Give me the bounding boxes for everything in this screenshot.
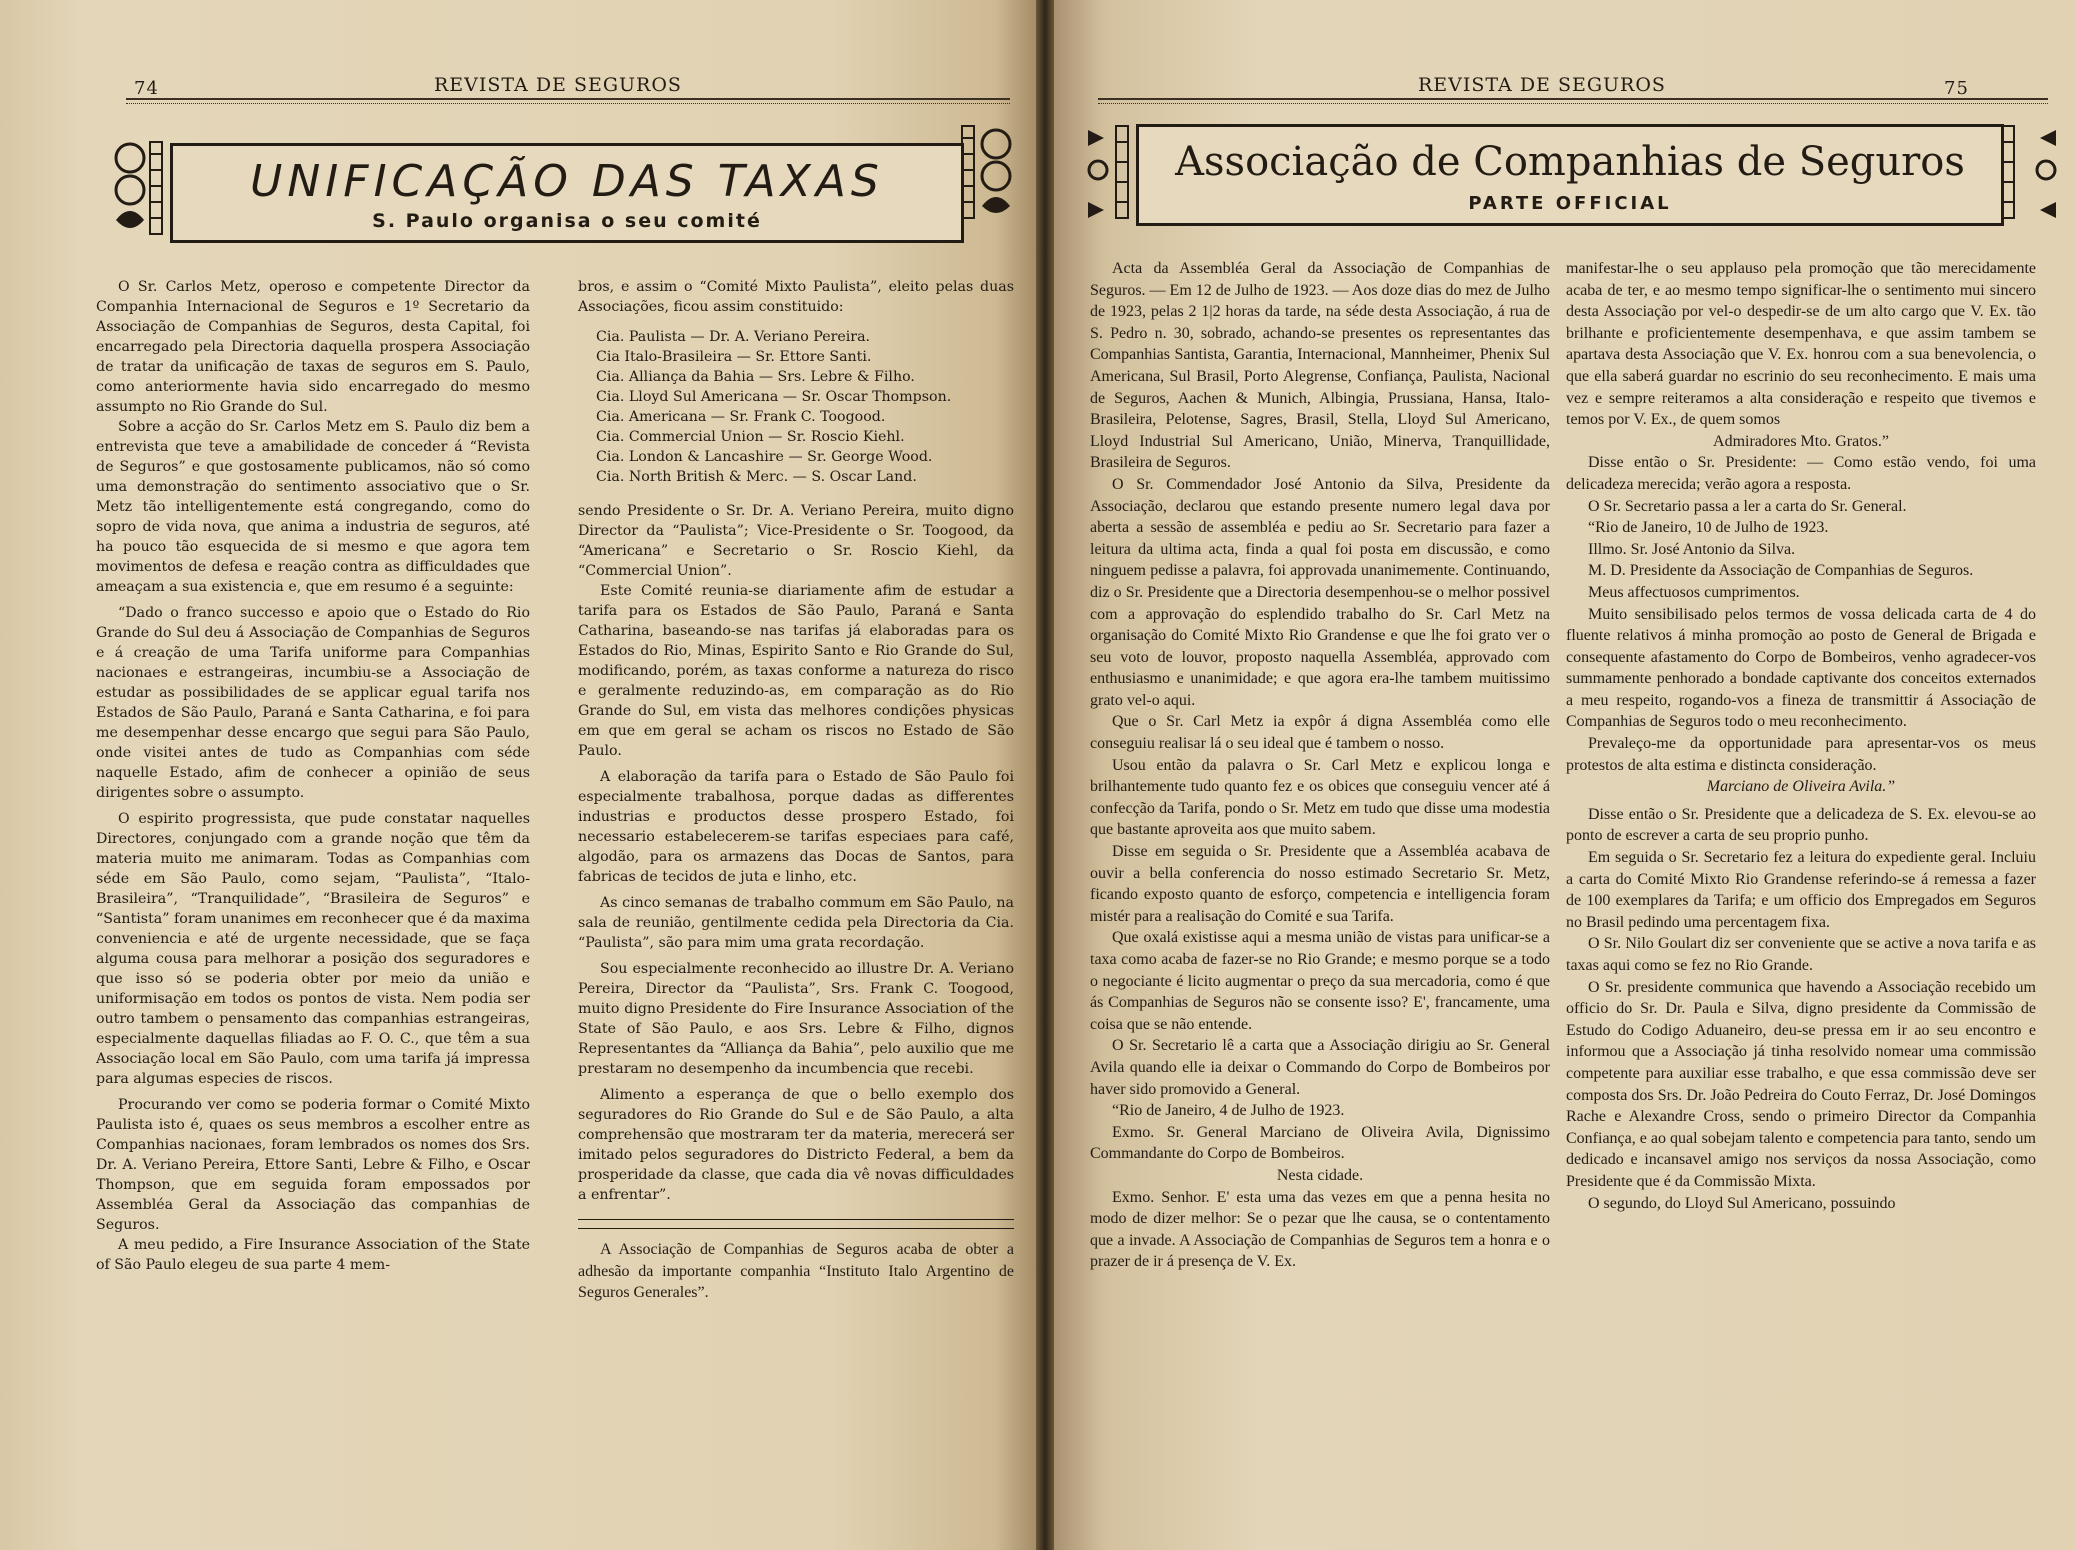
paragraph: O espirito progressista, que pude constatar naquelles Directores, conjungado com a grande noção que têm da materia muito me animaram. Todas as Companhias com séde em São Paulo, como sejam, “Paulista”, “Italo-Brasileira”, “Tranquilidade”, “Brasileira de Seguros” e “Santista” foram unanimes em reconhecer que é da maxima conveniencia e até de urgente necessidade, que se faça alguma cousa para melhorar a posição dos seguradores e que isso só se poderia obter por meio da união e uniformisação em todos os pontos de vista. Nem podia ser outro tambem o pensamento das companhias estrangeiras, especialmente daquellas filiadas ao F. O. C., que têm a sua Associação local em São Paulo, com uma tarifa já impressa para algumas especies de riscos. [96,811,530,1087]
paragraph: bros, e assim o “Comité Mixto Paulista”, eleito pelas duas Associações, ficou assim constituido: [578,279,1014,315]
paragraph: Nesta cidade. [1276,1166,1364,1184]
signature: Marciano de Oliveira Avila.” [1706,778,1896,796]
left-column-1 [96,277,530,1275]
paragraph: Em seguida o Sr. Secretario fez a leitura do expediente geral. Incluiu a carta do Comité Mixto Rio Grandense referindo-se á remessa a fazer de 100 exemplares da Tarifa; e um officio dos Empregados em Seguros no Brasil pedindo uma percentagem fixa. [1566,849,2036,931]
ornament-icon [1998,122,2058,222]
page-number-right: 75 [1944,78,1969,99]
paragraph: O Sr. Secretario lê a carta que a Associação dirigiu ao Sr. General Avila quando elle ia deixar o Commando do Corpo de Bombeiros por haver sido promovido a General. [1090,1037,1550,1098]
right-column-2 [1566,258,2036,1214]
paragraph: Disse então o Sr. Presidente que a delicadeza de S. Ex. elevou-se ao ponto de escrever a carta de seu proprio punho. [1566,805,2036,845]
headline-left: UNIFICAÇÃO DAS TAXAS [250,156,884,207]
list-item: Cia. Commercial Union — Sr. Roscio Kiehl. [596,429,905,445]
running-head-right [1054,56,2076,99]
paragraph: Exmo. Senhor. E' esta uma das vezes em que a penna hesita no modo de dizer melhor: Se o pezar que lhe causa, se o contentamento que a invade. A Associação de Companhias de Seguros tem a honra e o prazer de ir á presença de V. Ex. [1090,1188,1550,1271]
headline-right: Associação de Companhias de Seguros [1175,139,1965,185]
paragraph: Prevaleço-me da opportunidade para apresentar-vos os meus protestos de alta estima e distincta consideração. [1566,735,2036,774]
ornament-icon [958,122,1018,222]
committee-list [578,327,1014,487]
paragraph: Exmo. Sr. General Marciano de Oliveira Avila, Dignissimo Commandante do Corpo de Bombeiros. [1090,1123,1550,1163]
paragraph: Procurando ver como se poderia formar o Comité Mixto Paulista isto é, quaes os seus membros a escolher entre as Companhias nacionaes, foram lembrados os nomes dos Srs. Dr. A. Veriano Pereira, Ettore Santi, Lebre & Filho, e Oscar Thompson, que em seguida foram empossados por Assembléa Geral da Associação das companhias de Seguros. [96,1097,530,1233]
paragraph: “Dado o franco successo e apoio que o Estado do Rio Grande do Sul deu á Associação de Companhias de Seguros e á creação de uma Tarifa uniforme para Companhias nacionaes e estrangeiras, incumbiu-se a Associação de estudar as possibilidades de se applicar egual tarifa nos Estados de São Paulo, Paraná e Santa Catharina, e foi para me desempenhar desse encargo que segui para São Paulo, onde visitei antes de tudo as Companhias com séde naquelle Estado, afim de conhecer a opinião de seus dirigentes sobre o assumpto. [96,605,530,801]
paragraph: O Sr. Commendador José Antonio da Silva, Presidente da Associação, declarou que estando presente numero legal dava por aberta a sessão de assembléa e pediu ao Sr. Secretario para fazer a leitura da ultima acta, finda a qual foi posta em discussão, e como ninguem pedisse a palavra, foi approvada unanimemente. Continuando, diz o Sr. Presidente que a Directoria desempenhou-se o melhor possivel com a approvação do esplendido trabalho do Sr. Carl Metz na organisação do Comité Mixto Rio Grandense e que lhe foi grato ver o seu voto de louvor, proposto naquella Assembléa, approvado com enthusiasmo e unanimidade; e que agora era-lhe tambem muitissimo grato vel-o aqui. [1090,475,1550,709]
subheadline-right: PARTE OFFICIAL [1468,193,1672,214]
paragraph: Este Comité reunia-se diariamente afim de estudar a tarifa para os Estados de São Paulo, Paraná e Santa Catharina, baseando-se nas tarifas já elaboradas para os Estados do Rio, Minas, Espirito Santo e Rio Grande do Sul, modificando, porém, as taxas conforme a natureza do risco e geralmente reduzindo-as, em comparação as do Rio Grande do Sul, em vista das melhores condições physicas em que em geral se acham os riscos no Estado de São Paulo. [578,583,1014,759]
paragraph: Muito sensibilisado pelos termos de vossa delicada carta de 4 do fluente relativos á minha promoção ao posto de General de Brigada e consequente afastamento do Corpo de Bombeiros, venho agradecer-vos summamente penhorado a bondade captivante dos conceitos externados a meu respeito, rogando-vos a fineza de transmittir á Associação de Companhias de Seguros todo o meu reconhecimento. [1566,605,2036,731]
paragraph: Que o Sr. Carl Metz ia expôr á digna Assembléa como elle conseguiu realisar lá o seu ideal que é tambem o nosso. [1090,713,1550,753]
paragraph: Usou então da palavra o Sr. Carl Metz e explicou longa e brilhantemente tudo quanto fez e os obices que conseguiu vencer até á confecção da Tarifa, pondo o Sr. Metz em tudo que disse uma modestia que bastante aproveita aos que muito sabem. [1090,756,1550,839]
paragraph: M. D. Presidente da Associação de Companhias de Seguros. [1588,562,1974,580]
page-number-left: 74 [134,78,159,99]
header-rule-left [126,98,1010,106]
paragraph: As cinco semanas de trabalho commum em São Paulo, na sala de reunião, gentilmente cedida pela Directoria da Cia. “Paulista”, são para mim uma grata recordação. [578,895,1014,951]
paragraph: O Sr. presidente communica que havendo a Associação recebido um officio do Sr. Dr. Paula e Silva, digno presidente da Commissão de Estudo do Codigo Aduaneiro, deu-se pressa em ir ao seu encontro e informou que a Associação já tinha resolvido nomear uma commissão competente para auxiliar esse trabalho, e que essa commissão deve ser composta dos Srs. Dr. João Pedreira do Couto Ferraz, Dr. José Domingos Rache e Alexandre Cross, sendo o primeiro Director da Companhia Confiança, e ao qual sobejam talento e competencia para tanto, sendo um dedicado e incansavel amigo nos serviços da nossa Associação, como Presidente que é da Commissão Mixta. [1566,978,2036,1190]
ornament-icon [108,138,168,238]
paragraph: O Sr. Secretario passa a ler a carta do Sr. General. [1588,497,1907,515]
paragraph: Disse então o Sr. Presidente: — Como estão vendo, foi uma delicadeza merecida; verão agora a resposta. [1566,454,2036,493]
paragraph: Acta da Assembléa Geral da Associação de Companhias de Seguros. — Em 12 de Julho de 1923. — Aos doze dias do mez de Julho de 1923, pelas 2 1|2 horas da tarde, na séde desta Associação, á rua de S. Pedro n. 30, sobrado, achando-se presentes os representantes das Companhias Santista, Garantia, Internacional, Mannheimer, Phenix Sul Americana, Sul Brasil, Porto Alegrense, Confiança, Paulista, Nacional de Seguros, Aachen & Munich, Albingia, Prussiana, Hansa, Italo-Brasileira, Pelotense, Sagres, Brasil, Stella, Lloyd Sul Americano, Lloyd Industrial Sul Americano, União, Minerva, Tranquillidade, Brasileira de Seguros. [1090,260,1550,472]
list-item: Cia. London & Lancashire — Sr. George Wood. [596,449,933,465]
headline-banner-right [1136,124,2004,226]
paragraph: O segundo, do Lloyd Sul Americano, possuindo [1588,1194,1896,1212]
paragraph: A meu pedido, a Fire Insurance Association of the State of São Paulo elegeu de sua parte 4 mem- [96,1237,530,1273]
paragraph: Meus affectuosos cumprimentos. [1588,583,1800,601]
paragraph: Sou especialmente reconhecido ao illustre Dr. A. Veriano Pereira, Director da “Paulista”, Srs. Frank C. Toogood, muito digno Presidente do Fire Insurance Association of the State of São Paulo, e aos Srs. Lebre & Filho, dignos Representantes da “Alliança da Bahia”, pelo auxilio que me prestaram no desempenho da incumbencia que recebi. [578,961,1014,1077]
paragraph: O Sr. Carlos Metz, operoso e competente Director da Companhia Internacional de Seguros e 1º Secretario da Associação de Companhias de Seguros, desta Capital, foi encarregado pela Directoria daquella prospera Associação de tratar da unificação de taxas de seguros em S. Paulo, como anteriormente havia sido encarregado do mesmo assumpto no Rio Grande do Sul. [96,279,530,415]
list-item: Cia. Lloyd Sul Americana — Sr. Oscar Thompson. [596,389,952,405]
paragraph: Que oxalá existisse aqui a mesma união de vistas para unificar-se a taxa como acaba de fazer-se no Rio Grande; e mesmo porque se a todo o negociante é licito augmentar o preço da sua mercadoria, como é que ás Companhias de Seguros não se consente isso? E', francamente, uma coisa que se não entende. [1090,929,1550,1033]
paragraph: O Sr. Nilo Goulart diz ser conveniente que se active a nova tarifa e as taxas aqui como se fez no Rio Grande. [1566,935,2036,974]
book-gutter [1036,0,1054,1550]
list-item: Cia Italo-Brasileira — Sr. Ettore Santi. [596,349,872,365]
paragraph: sendo Presidente o Sr. Dr. A. Veriano Pereira, muito digno Director da “Paulista”; Vice-Presidente o Sr. Toogood, da “Americana” e Secretario o Sr. Roscio Kiehl, da “Commercial Union”. [578,503,1014,579]
paragraph: Sobre a acção do Sr. Carlos Metz em S. Paulo diz bem a entrevista que teve a amabilidade de conceder á “Revista de Seguros” e que gostosamente publicamos, não só como uma demonstração do sentimento associativo que o Sr. Metz tão intelligentemente está congregando, como do sopro de vida nova, que anima a industria de seguros, até ha pouco tão esquecida de si mesmo e que agora tem movimentos de defesa e reação contra as difficuldades que ameaçam a sua existencia e, que em resumo é a seguinte: [96,419,530,595]
paragraph: Disse em seguida o Sr. Presidente que a Assembléa acabava de ouvir a bella conferencia do nosso estimado Secretario Sr. Metz, ficando exposto quanto de esforço, competencia e intelligencia foram mistér para a realisação do Comité e sua Tarifa. [1090,843,1550,925]
paragraph: Admiradores Mto. Gratos.” [1713,432,1889,450]
running-head-left [0,56,1036,99]
list-item: Cia. Americana — Sr. Frank C. Toogood. [596,409,886,425]
list-item: Cia. Alliança da Bahia — Srs. Lebre & Filho. [596,369,915,385]
list-item: Cia. Paulista — Dr. A. Veriano Pereira. [596,329,871,345]
left-page [0,0,1036,1550]
divider [578,1219,1014,1229]
header-rule-right [1098,98,2048,106]
ornament-icon [1086,122,1146,222]
subheadline-left: S. Paulo organisa o seu comité [372,210,762,232]
running-title-left: REVISTA DE SEGUROS [434,74,682,96]
right-column-1 [1090,258,1550,1273]
headline-banner-left [170,143,964,243]
list-item: Cia. North British & Merc. — S. Oscar Land. [596,469,917,485]
paragraph: Illmo. Sr. José Antonio da Silva. [1588,540,1796,558]
paragraph: “Rio de Janeiro, 4 de Julho de 1923. [1112,1102,1345,1120]
left-column-2 [578,277,1014,1304]
paragraph: A elaboração da tarifa para o Estado de São Paulo foi especialmente trabalhosa, porque dadas as differentes industrias e productos desse prospero Estado, foi necessario estabelecerem-se tarifas especiaes para café, algodão, para os armazens das Docas de Santos, para fabricas de tecidos de juta e linho, etc. [578,769,1014,885]
running-title-right: REVISTA DE SEGUROS [1418,74,1666,96]
note: A Associação de Companhias de Seguros acaba de obter a adhesão da importante companhia “Instituto Italo Argentino de Seguros Generales”. [578,1241,1014,1302]
paragraph: Alimento a esperança de que o bello exemplo dos seguradores do Rio Grande do Sul e de São Paulo, a alta comprehensão que mostraram ter da materia, merecerá ser imitado pelos seguradores do Districto Federal, a bem da prosperidade da classe, que cada dia vê novas difficuldades a enfrentar”. [578,1087,1014,1203]
paragraph: “Rio de Janeiro, 10 de Julho de 1923. [1588,519,1829,537]
paragraph: manifestar-lhe o seu applauso pela promoção que tão merecidamente acaba de ter, e ao mesmo tempo significar-lhe o sentimento mui sincero desta Associação por vel-o despedir-se de um alto cargo que V. Ex. tão brilhante e proficientemente desempenhava, e que assim tambem se apartava desta Associação que V. Ex. honrou com a sua benevolencia, o que ella saberá guardar no escrinio do seu reconhecimento. E mais uma vez e sempre reiteramos a alta consideração e respeito que tivemos e temos por V. Ex., de quem somos [1566,260,2036,429]
right-page [1054,0,2076,1550]
